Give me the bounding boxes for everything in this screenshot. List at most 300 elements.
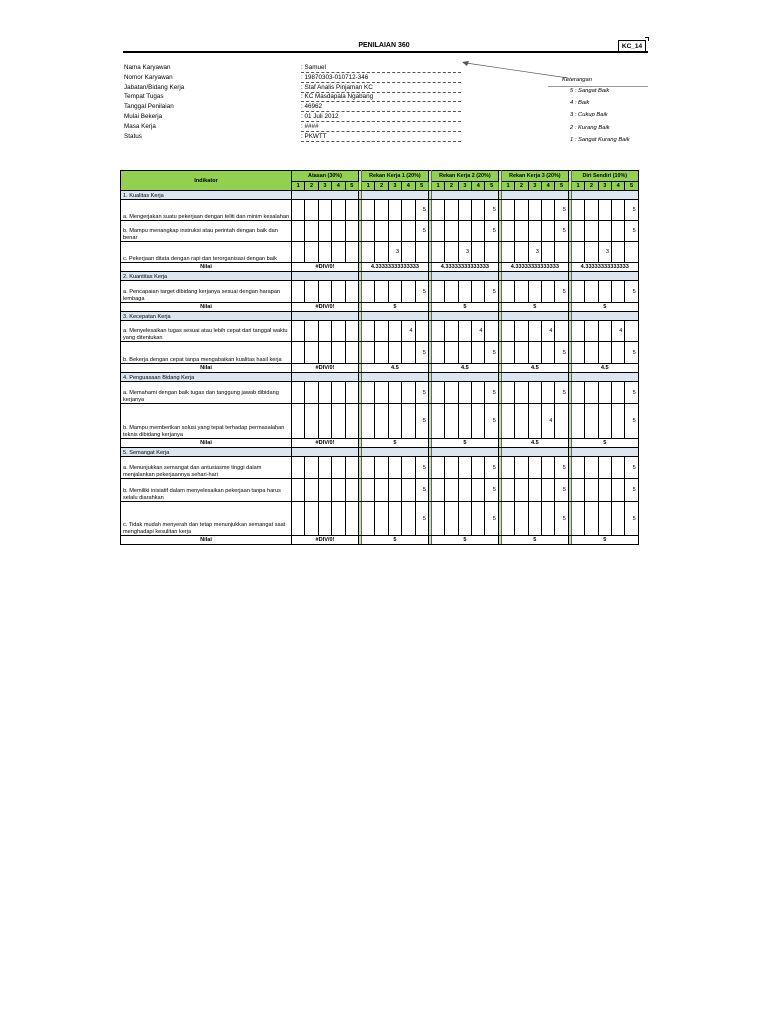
score-cell	[445, 321, 458, 342]
score-cell	[375, 221, 388, 242]
score-cell	[472, 281, 485, 303]
nilai-value: 5	[571, 536, 638, 545]
table-row	[121, 221, 639, 242]
score-cell	[332, 457, 345, 479]
score-cell	[571, 502, 584, 536]
score-cell	[458, 281, 471, 303]
score-cell	[501, 382, 514, 404]
score-cell	[598, 342, 611, 364]
score-cell	[501, 200, 514, 221]
score-cell	[528, 200, 541, 221]
score-cell: 5	[555, 200, 568, 221]
score-cell	[515, 502, 528, 536]
score-cell: 5	[555, 281, 568, 303]
score-cell	[611, 404, 624, 439]
scale-header: 5	[415, 182, 428, 191]
info-label: Status	[124, 132, 142, 140]
info-value: : Staf Analis Pinjaman KC	[301, 83, 461, 93]
score-cell	[388, 404, 401, 439]
score-cell: 5	[555, 382, 568, 404]
score-cell: 5	[485, 200, 498, 221]
score-cell	[375, 321, 388, 342]
score-cell	[501, 281, 514, 303]
nilai-value: #DIV/0!	[292, 263, 359, 272]
score-cell	[472, 342, 485, 364]
score-cell	[332, 242, 345, 263]
score-cell	[458, 342, 471, 364]
score-cell	[611, 200, 624, 221]
score-cell	[555, 321, 568, 342]
score-cell	[598, 221, 611, 242]
score-cell	[571, 382, 584, 404]
score-cell	[375, 382, 388, 404]
info-label: Mulai Bekerja	[124, 112, 163, 120]
score-cell	[611, 502, 624, 536]
section-title: 5. Semangat Kerja	[121, 448, 292, 457]
score-cell	[571, 479, 584, 502]
score-cell	[445, 479, 458, 502]
score-cell	[571, 342, 584, 364]
scale-header: 3	[528, 182, 541, 191]
score-cell	[458, 479, 471, 502]
table-row	[121, 321, 639, 342]
score-cell: 4	[472, 321, 485, 342]
score-cell	[318, 221, 331, 242]
score-cell	[388, 321, 401, 342]
score-cell	[472, 382, 485, 404]
score-cell	[501, 321, 514, 342]
score-cell	[388, 200, 401, 221]
score-cell	[485, 242, 498, 263]
score-cell: 5	[555, 342, 568, 364]
score-cell	[542, 200, 555, 221]
table-row	[121, 200, 639, 221]
score-cell	[402, 382, 415, 404]
score-cell	[415, 321, 428, 342]
indicator-text: a. Pencapaian target dibidang kerjanya sesuai dengan harapan lembaga	[121, 281, 292, 303]
score-cell: 5	[485, 382, 498, 404]
nilai-value: 4.5	[361, 364, 428, 373]
score-cell	[585, 404, 598, 439]
score-cell	[305, 382, 318, 404]
score-cell	[292, 502, 305, 536]
indicator-text: a. Memahami dengan baik tugas dan tanggung jawab dibidang kerjanya	[121, 382, 292, 404]
score-cell: 5	[485, 221, 498, 242]
score-cell	[388, 281, 401, 303]
score-cell	[515, 281, 528, 303]
info-value: : 19870303-010712-346	[301, 73, 461, 83]
nilai-value: 5	[571, 303, 638, 312]
section-fill	[501, 448, 568, 457]
scale-header: 1	[431, 182, 444, 191]
score-cell: 5	[415, 457, 428, 479]
score-cell	[598, 502, 611, 536]
nilai-label: Nilai	[121, 536, 292, 545]
indicator-text: b. Bekerja dengan cepat tanpa mengabaikan kualitas hasil kerja	[121, 342, 292, 364]
section-fill	[571, 272, 638, 281]
score-cell	[345, 479, 358, 502]
scale-header: 4	[611, 182, 624, 191]
score-cell	[361, 382, 374, 404]
score-cell: 5	[555, 479, 568, 502]
score-cell	[305, 457, 318, 479]
info-value: : Samuel	[301, 63, 461, 73]
score-cell	[528, 281, 541, 303]
nilai-value: 4.33333333333333	[431, 263, 498, 272]
score-cell	[515, 457, 528, 479]
score-cell	[431, 342, 444, 364]
nilai-value: 4.5	[501, 364, 568, 373]
scale-header: 5	[625, 182, 638, 191]
nilai-value: #DIV/0!	[292, 364, 359, 373]
score-cell	[388, 479, 401, 502]
scale-header: 5	[345, 182, 358, 191]
scale-header: 1	[361, 182, 374, 191]
score-cell	[585, 242, 598, 263]
score-cell	[292, 221, 305, 242]
score-cell	[501, 342, 514, 364]
nilai-value: 5	[431, 536, 498, 545]
table-row	[121, 457, 639, 479]
score-cell	[375, 457, 388, 479]
score-cell	[305, 221, 318, 242]
score-cell	[571, 404, 584, 439]
score-cell	[361, 342, 374, 364]
section-fill	[571, 191, 638, 200]
nilai-label: Nilai	[121, 303, 292, 312]
score-cell: 3	[388, 242, 401, 263]
scale-header: 5	[555, 182, 568, 191]
score-cell	[542, 457, 555, 479]
score-cell: 5	[415, 221, 428, 242]
scale-header: 2	[445, 182, 458, 191]
group-header: Rekan Kerja 1 (20%)	[361, 171, 428, 182]
nilai-value: 5	[571, 439, 638, 448]
scale-header: 3	[388, 182, 401, 191]
section-fill	[431, 272, 498, 281]
score-cell	[472, 221, 485, 242]
score-cell	[345, 457, 358, 479]
scale-header: 4	[472, 182, 485, 191]
score-cell	[458, 321, 471, 342]
score-cell	[555, 404, 568, 439]
score-cell	[542, 242, 555, 263]
score-cell	[528, 221, 541, 242]
score-cell	[472, 457, 485, 479]
scale-header: 1	[571, 182, 584, 191]
score-cell	[625, 321, 638, 342]
score-cell: 5	[555, 457, 568, 479]
indicator-text: c. Pekerjaan ditata dengan rapi dan terorganisasi dengan baik	[121, 242, 292, 263]
score-cell: 5	[415, 342, 428, 364]
score-cell	[571, 321, 584, 342]
score-cell	[388, 342, 401, 364]
score-cell	[485, 321, 498, 342]
score-cell: 3	[458, 242, 471, 263]
score-cell	[515, 242, 528, 263]
score-cell	[585, 457, 598, 479]
info-label: Nomor Karyawan	[124, 73, 173, 81]
nilai-value: #DIV/0!	[292, 439, 359, 448]
score-cell: 5	[625, 457, 638, 479]
score-cell	[458, 457, 471, 479]
section-fill	[361, 448, 428, 457]
legend-item: 3 : Cukup Baik	[570, 112, 608, 119]
score-cell: 5	[625, 221, 638, 242]
score-cell	[431, 457, 444, 479]
section-fill	[571, 448, 638, 457]
score-cell: 5	[555, 221, 568, 242]
score-cell	[402, 502, 415, 536]
section-title: 4. Penguasaan Bidang Kerja	[121, 373, 292, 382]
score-cell: 5	[415, 200, 428, 221]
score-cell	[555, 242, 568, 263]
score-cell	[611, 479, 624, 502]
score-cell	[515, 404, 528, 439]
score-cell	[305, 479, 318, 502]
arrow-icon	[460, 58, 570, 83]
score-cell	[501, 479, 514, 502]
score-cell	[542, 382, 555, 404]
indicator-text: a. Menyelesaikan tugas sesuai atau lebih cepat dari tanggal waktu yang ditentukan	[121, 321, 292, 342]
score-cell	[332, 502, 345, 536]
score-cell	[445, 382, 458, 404]
score-cell	[375, 281, 388, 303]
section-title: 1. Kualitas Kerja	[121, 191, 292, 200]
score-cell	[501, 502, 514, 536]
score-cell	[361, 479, 374, 502]
score-cell	[305, 342, 318, 364]
section-fill	[431, 373, 498, 382]
group-header: Rekan Kerja 3 (20%)	[501, 171, 568, 182]
score-cell: 4	[542, 321, 555, 342]
section-fill	[361, 373, 428, 382]
table-row	[121, 342, 639, 364]
score-cell	[528, 502, 541, 536]
section-fill	[292, 448, 359, 457]
scale-header: 3	[598, 182, 611, 191]
score-cell	[305, 242, 318, 263]
score-cell	[472, 404, 485, 439]
score-cell	[598, 321, 611, 342]
score-cell	[472, 200, 485, 221]
section-fill	[431, 191, 498, 200]
nilai-value: 5	[361, 439, 428, 448]
score-cell	[292, 242, 305, 263]
score-cell: 5	[625, 382, 638, 404]
score-cell	[402, 404, 415, 439]
score-cell	[528, 457, 541, 479]
score-cell	[292, 457, 305, 479]
score-cell	[375, 502, 388, 536]
score-cell	[332, 221, 345, 242]
score-cell	[305, 281, 318, 303]
score-cell	[361, 200, 374, 221]
page-title: PENILAIAN 360	[358, 42, 410, 49]
nilai-label: Nilai	[121, 439, 292, 448]
nilai-value: #DIV/0!	[292, 303, 359, 312]
score-cell	[318, 479, 331, 502]
score-cell	[528, 342, 541, 364]
section-fill	[361, 191, 428, 200]
score-cell	[571, 221, 584, 242]
score-cell	[318, 342, 331, 364]
score-cell	[388, 457, 401, 479]
score-cell	[318, 242, 331, 263]
legend-item: 5 : Sangat Baik	[570, 88, 610, 94]
score-cell	[332, 281, 345, 303]
legend-title: Keterangan	[562, 77, 592, 83]
score-cell	[515, 221, 528, 242]
indicator-text: a. Mengerjakan suatu pekerjaan dengan teliti dan minim kesalahan	[121, 200, 292, 221]
nilai-value: 4.33333333333333	[361, 263, 428, 272]
score-cell	[542, 342, 555, 364]
score-cell: 5	[415, 479, 428, 502]
section-fill	[501, 373, 568, 382]
score-cell	[431, 321, 444, 342]
score-cell	[598, 479, 611, 502]
score-cell	[445, 242, 458, 263]
score-cell	[375, 242, 388, 263]
score-cell: 5	[625, 342, 638, 364]
score-cell	[611, 457, 624, 479]
info-value: : 01 Juli 2012	[301, 112, 461, 122]
score-cell	[431, 382, 444, 404]
score-cell	[332, 342, 345, 364]
nilai-value: 5	[361, 303, 428, 312]
score-cell	[332, 479, 345, 502]
info-label: Nama Karyawan	[124, 64, 171, 71]
scale-header: 2	[375, 182, 388, 191]
section-fill	[292, 272, 359, 281]
score-cell	[445, 342, 458, 364]
section-fill	[501, 312, 568, 321]
score-cell	[402, 281, 415, 303]
score-cell	[472, 242, 485, 263]
score-cell	[292, 321, 305, 342]
form-code: KC_14	[618, 40, 646, 53]
score-cell	[318, 281, 331, 303]
score-cell	[345, 342, 358, 364]
nilai-value: 4.5	[571, 364, 638, 373]
section-title: 3. Kecepatan Kerja	[121, 312, 292, 321]
nilai-label: Nilai	[121, 364, 292, 373]
scale-header: 4	[402, 182, 415, 191]
score-cell: 5	[485, 281, 498, 303]
scale-header: 1	[292, 182, 305, 191]
legend-item: 1 : Sangat Kurang Baik	[570, 136, 630, 143]
header-rule	[123, 51, 648, 53]
score-cell	[375, 200, 388, 221]
score-cell: 5	[625, 281, 638, 303]
score-cell: 5	[625, 404, 638, 439]
score-cell	[542, 479, 555, 502]
scale-header: 4	[332, 182, 345, 191]
score-cell	[431, 221, 444, 242]
info-label: Tempat Tugas	[124, 93, 164, 101]
score-cell	[585, 321, 598, 342]
score-cell	[402, 457, 415, 479]
score-cell	[345, 242, 358, 263]
score-cell	[611, 342, 624, 364]
score-cell	[292, 281, 305, 303]
score-cell	[585, 200, 598, 221]
score-cell	[515, 382, 528, 404]
nilai-value: 4.33333333333333	[571, 263, 638, 272]
info-value: : PKWTT	[301, 132, 461, 142]
scale-header: 3	[458, 182, 471, 191]
score-cell	[501, 242, 514, 263]
score-cell	[598, 200, 611, 221]
legend-item: 2 : Kurang Baik	[570, 124, 610, 131]
score-cell: 5	[415, 382, 428, 404]
table-row	[121, 479, 639, 502]
score-cell: 5	[415, 404, 428, 439]
score-cell	[445, 502, 458, 536]
indicator-text: b. Mampu memberikan solusi yang tepat terhadap permasalahan teknis dibidang kerjanya	[121, 404, 292, 439]
score-cell	[388, 502, 401, 536]
scale-header: 4	[542, 182, 555, 191]
score-cell	[571, 242, 584, 263]
score-cell	[625, 242, 638, 263]
score-cell	[318, 200, 331, 221]
scale-header: 5	[485, 182, 498, 191]
score-cell	[292, 479, 305, 502]
nilai-value: 5	[431, 303, 498, 312]
scale-header: 2	[515, 182, 528, 191]
score-cell	[431, 404, 444, 439]
score-cell: 4	[611, 321, 624, 342]
score-cell	[431, 479, 444, 502]
score-cell	[445, 281, 458, 303]
score-cell	[332, 404, 345, 439]
score-cell	[332, 382, 345, 404]
score-cell	[431, 200, 444, 221]
score-cell	[585, 502, 598, 536]
nilai-value: 4.5	[431, 364, 498, 373]
legend-divider	[548, 86, 648, 87]
indicator-text: b. Mampu menangkap instruksi atau perintah dengan baik dan benar	[121, 221, 292, 242]
scale-header: 2	[585, 182, 598, 191]
assessment-table	[120, 170, 639, 545]
score-cell	[361, 221, 374, 242]
score-cell	[445, 457, 458, 479]
score-cell	[528, 321, 541, 342]
info-value: : 46962	[301, 102, 461, 112]
score-cell	[375, 342, 388, 364]
score-cell: 5	[625, 479, 638, 502]
score-cell	[458, 200, 471, 221]
score-cell: 5	[415, 502, 428, 536]
score-cell	[458, 221, 471, 242]
score-cell	[458, 404, 471, 439]
score-cell	[528, 479, 541, 502]
score-cell	[542, 502, 555, 536]
score-cell	[458, 502, 471, 536]
score-cell	[585, 479, 598, 502]
score-cell	[345, 382, 358, 404]
score-cell: 5	[485, 342, 498, 364]
section-fill	[361, 272, 428, 281]
section-fill	[292, 312, 359, 321]
score-cell	[515, 321, 528, 342]
score-cell	[305, 200, 318, 221]
score-cell	[611, 281, 624, 303]
info-label: Tanggal Penilaian	[124, 103, 174, 111]
score-cell	[345, 321, 358, 342]
score-cell	[515, 479, 528, 502]
score-cell	[318, 382, 331, 404]
